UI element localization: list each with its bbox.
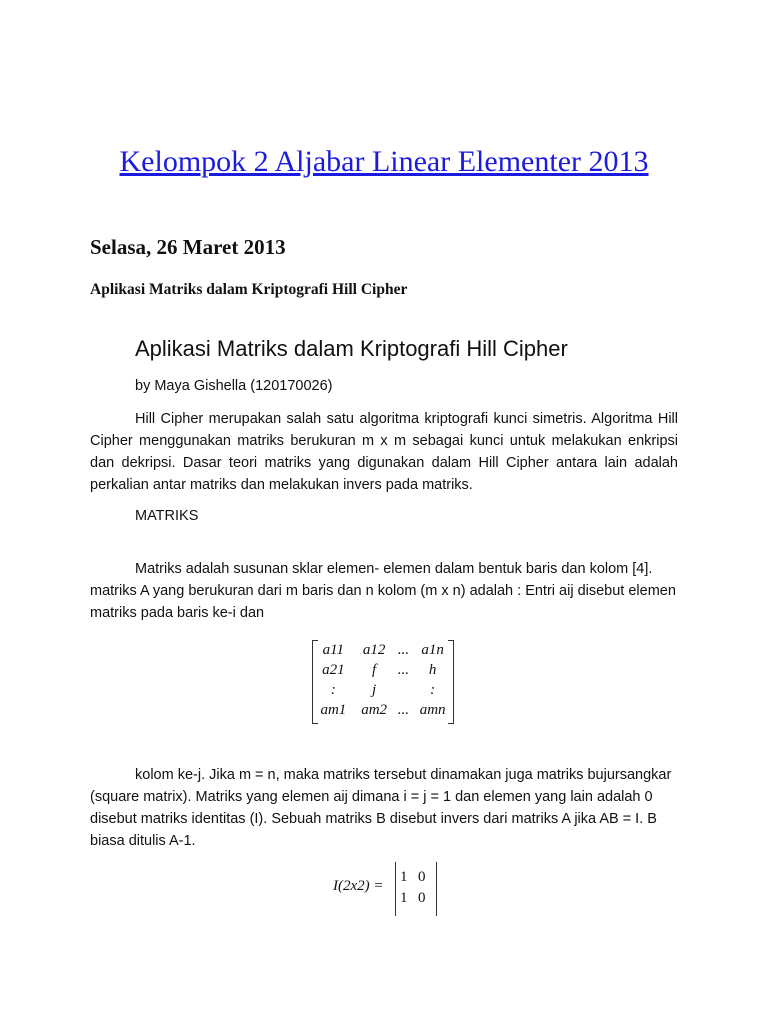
matrix-cell: 0 (418, 869, 426, 885)
post-title: Aplikasi Matriks dalam Kriptografi Hill Cipher (90, 281, 408, 298)
paragraph-intro: Hill Cipher merupakan salah satu algoritma kriptografi kunci simetris. Algoritma Hill Cipher menggunakan matriks berukuran m x m sebagai kunci untuk melakukan enkripsi dan dekripsi. Dasar teori matriks yang digunakan dalam Hill Cipher antara lain adalah perkalian antar matriks dan melakukan invers pada matriks. (90, 411, 678, 493)
matrix-cell: a1n (421, 641, 444, 658)
matrix-cell: 1 (400, 869, 408, 885)
blog-title-link[interactable]: Kelompok 2 Aljabar Linear Elementer 2013 (119, 145, 649, 178)
post-date: Selasa, 26 Maret 2013 (90, 235, 286, 259)
matrix-cell: am1 (320, 701, 347, 718)
matrix-cell (395, 680, 413, 700)
matrix-cell: : (330, 681, 336, 698)
matrix-cell: ... (397, 661, 409, 678)
section-heading: MATRIKS (135, 508, 199, 524)
matrix-cell: a12 (362, 641, 386, 658)
matrix-cell: j (372, 681, 377, 698)
identity-label: I(2x2) = (333, 878, 384, 894)
matrix-cell: : (430, 681, 436, 698)
paragraph-identity: kolom ke-j. Jika m = n, maka matriks tersebut dinamakan juga matriks bujursangkar (square matrix). Matriks yang elemen aij dimana i = j = 1 dan elemen yang lain adalah 0 disebut matriks identitas (I). Sebuah matriks B disebut invers dari matriks A jika AB = I. B biasa ditulis A-1. (90, 767, 672, 849)
matrix-cell: a11 (322, 641, 345, 658)
article-author: by Maya Gishella (120170026) (135, 378, 333, 394)
matrix-cell: am2 (361, 701, 388, 718)
matrix-cell: ... (397, 701, 409, 718)
matrix-cell: h (428, 661, 437, 678)
matrix-cell: 0 (418, 890, 426, 906)
matrix-cell: 1 (400, 890, 408, 906)
paragraph-matrix-definition: Matriks adalah susunan sklar elemen- elemen dalam bentuk baris dan kolom [4]. matriks A yang berukuran dari m baris dan n kolom (m x n) adalah : Entri aij disebut elemen matriks pada baris ke-i dan (90, 561, 676, 621)
matrix-cell: a21 (322, 661, 345, 678)
matrix-cell: f (372, 661, 377, 678)
matrix-cell: amn (419, 701, 446, 718)
general-matrix-figure (312, 640, 454, 724)
matrix-cell: ... (397, 641, 409, 658)
article-heading: Aplikasi Matriks dalam Kriptografi Hill Cipher (135, 336, 568, 361)
